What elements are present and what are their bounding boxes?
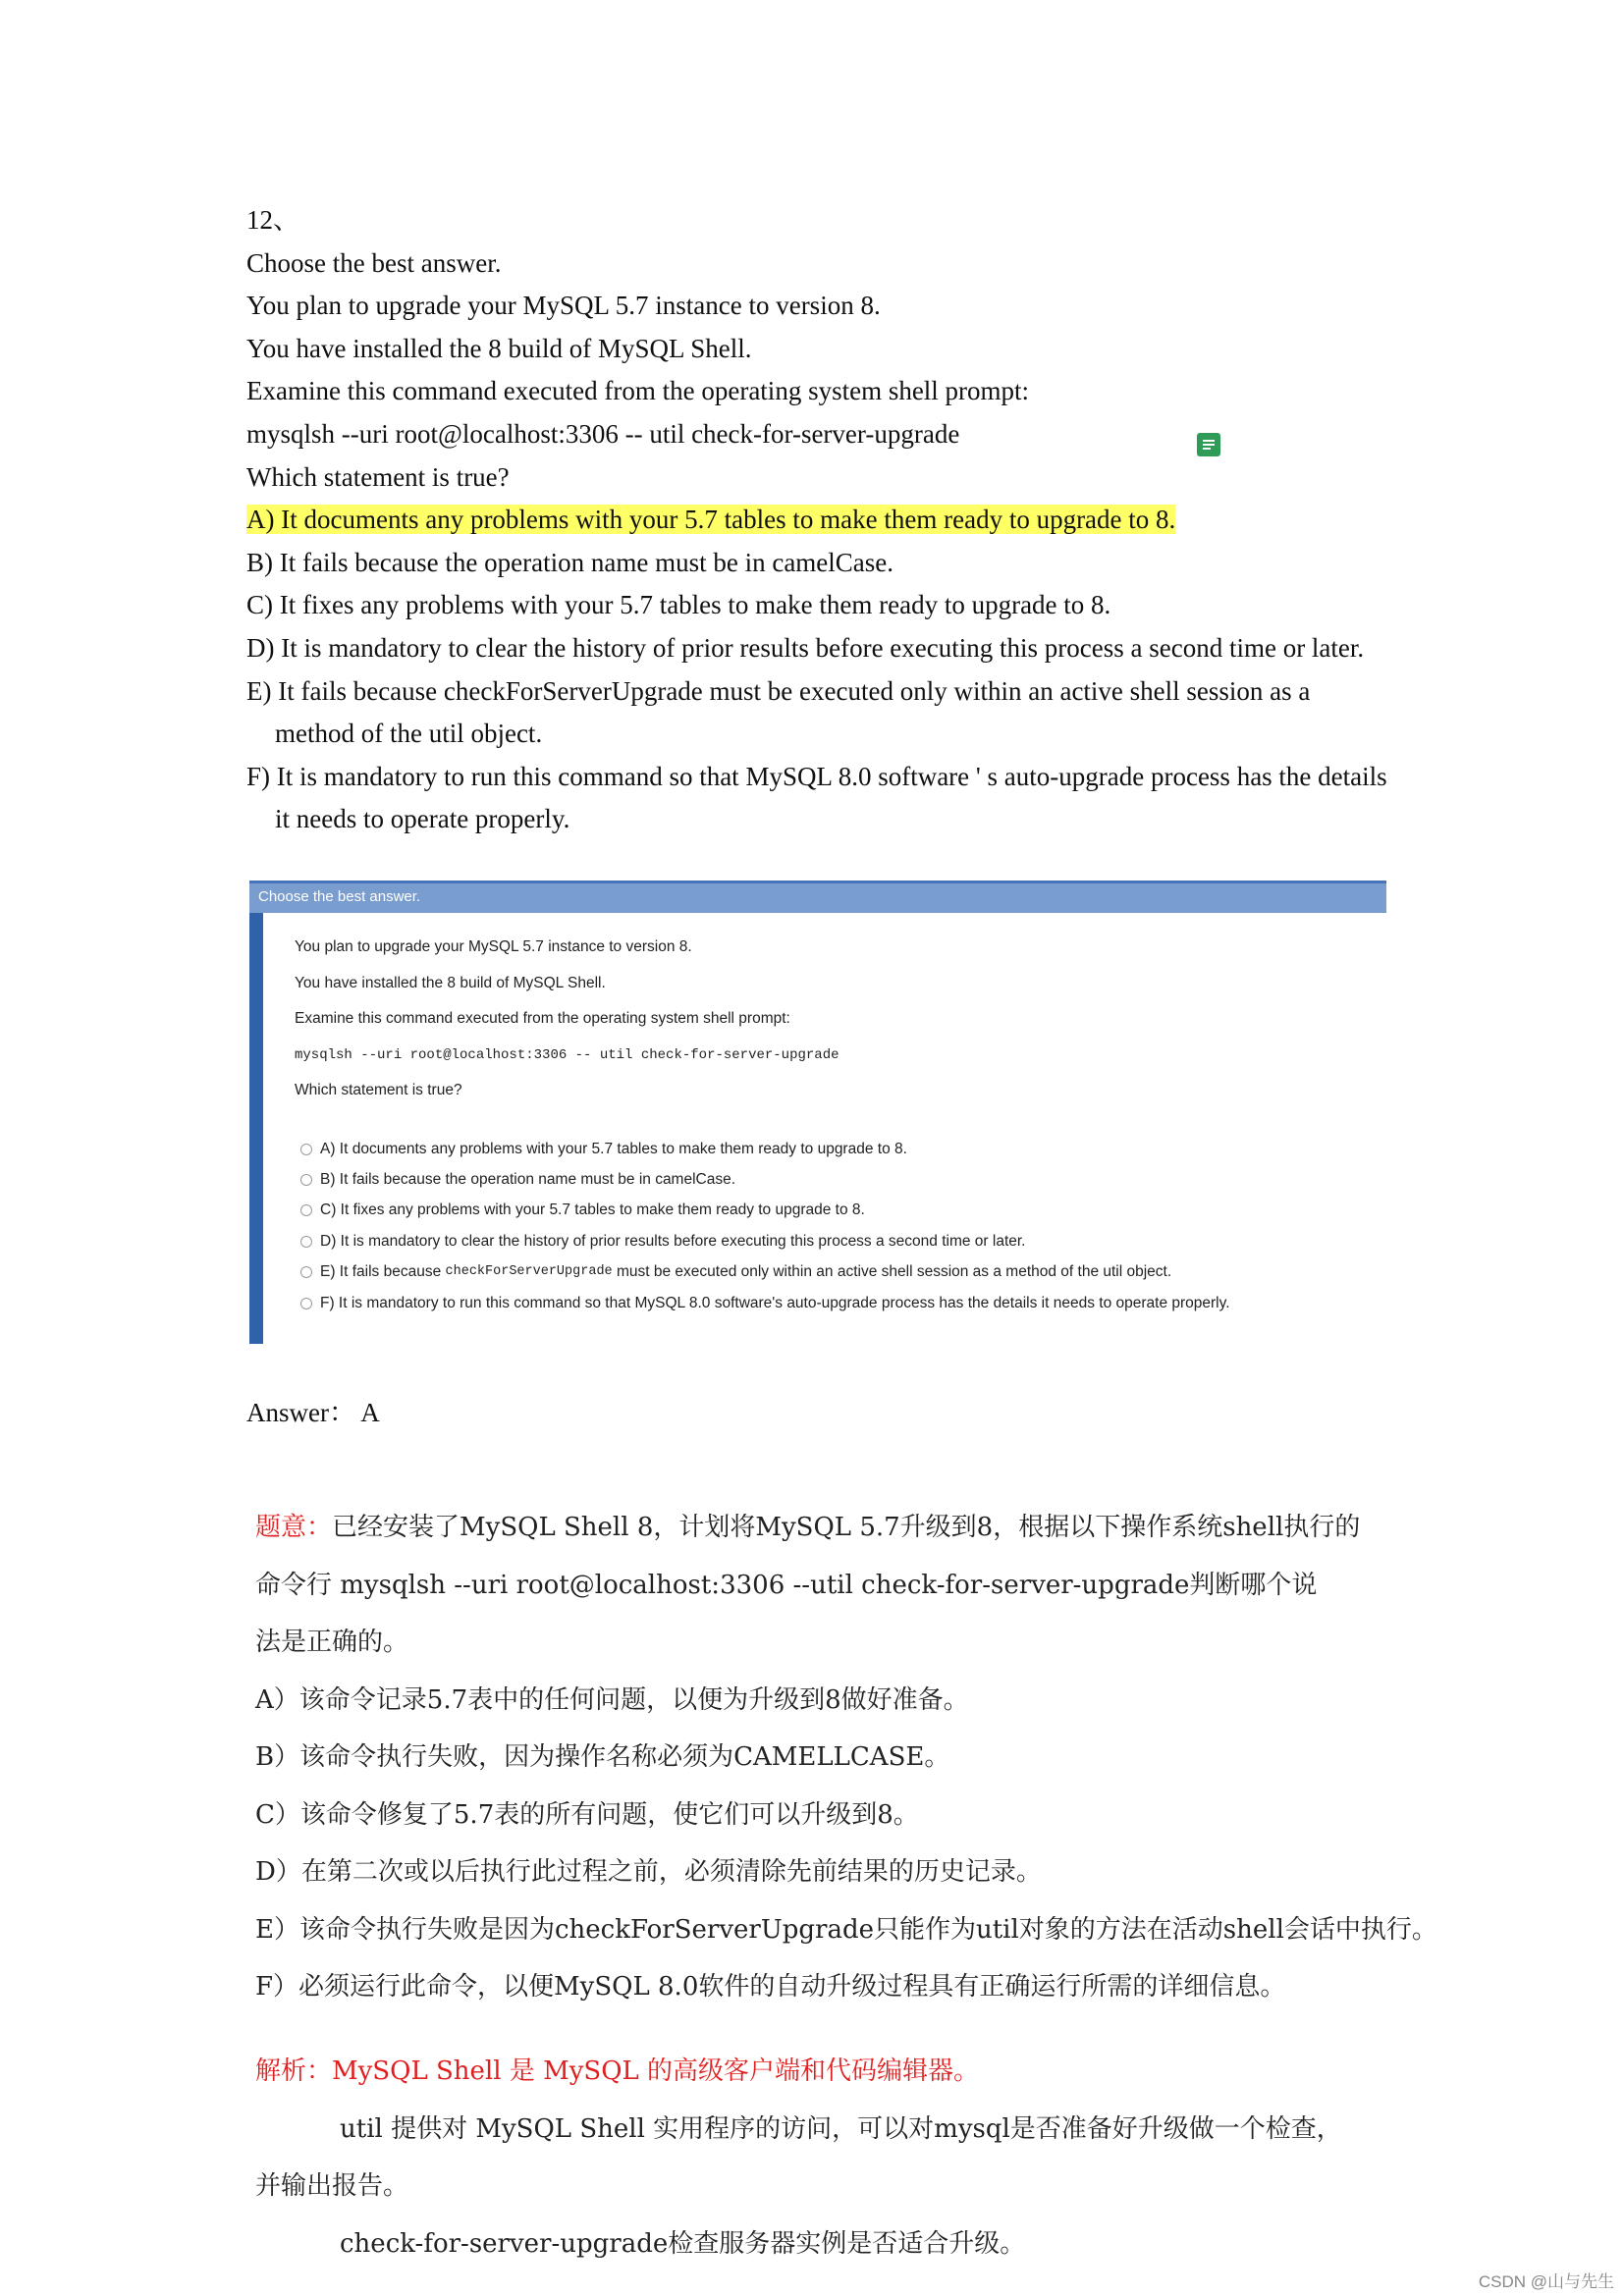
screenshot-options xyxy=(300,1134,1230,1318)
screenshot-question xyxy=(295,937,839,1117)
cn-option-b: B）该命令执行失败，因为操作名称必须为CAMELLCASE。 xyxy=(255,1742,950,1772)
analysis-paragraph: util 提供对 MySQL Shell 实用程序的访问，可以对mysql是否准备好升级做一个检查， xyxy=(340,2113,1342,2144)
question-instruction: Choose the best answer. xyxy=(246,247,502,278)
watermark: CSDN @山与先生 xyxy=(1478,2272,1614,2291)
question-line: Examine this command executed from the operating system shell prompt: xyxy=(246,376,1030,406)
radio-button[interactable] xyxy=(300,1174,312,1186)
option-a-highlighted: A) It documents any problems with your 5.7 tables to make them ready to upgrade to 8. xyxy=(246,505,1176,535)
meaning-line: 法是正确的。 xyxy=(255,1628,409,1657)
meaning-paragraph: 题意：已经安装了MySQL Shell 8，计划将MySQL 5.7升级到8，根据以下操作系统shell执行的 xyxy=(255,1513,1361,1542)
cn-option-c: C）该命令修复了5.7表的所有问题，使它们可以升级到8。 xyxy=(255,1799,919,1830)
screenshot-command: mysqlsh --uri root@localhost:3306 -- util check-for-server-upgrade xyxy=(295,1046,839,1063)
analysis-paragraph-2: check-for-server-upgrade检查服务器实例是否适合升级。 xyxy=(340,2228,1026,2259)
option-b: B) It fails because the operation name must be in camelCase. xyxy=(246,547,894,577)
comment-icon[interactable] xyxy=(1197,433,1220,456)
radio-button[interactable] xyxy=(300,1298,312,1309)
screenshot-header: Choose the best answer. xyxy=(249,881,1386,913)
option-e: E) It fails because checkForServerUpgrade must be executed only within an active shell session as a method of the util object. xyxy=(246,675,1311,749)
option-d: D) It is mandatory to clear the history of prior results before executing this process a second time or later. xyxy=(246,632,1365,663)
analysis-heading: 解析：MySQL Shell 是 MySQL 的高级客户端和代码编辑器。 xyxy=(255,2056,980,2086)
screenshot-line: Examine this command executed from the operating system shell prompt: xyxy=(295,1010,790,1027)
screenshot-option-f[interactable]: F) It is mandatory to run this command so that MySQL 8.0 software's auto-upgrade process has the details it needs to operate properly. xyxy=(300,1288,1230,1318)
question-block xyxy=(246,199,1395,841)
screenshot-option-b[interactable]: B) It fails because the operation name must be in camelCase. xyxy=(300,1164,1230,1195)
screenshot-left-bar xyxy=(249,913,263,1344)
command-line: mysqlsh --uri root@localhost:3306 -- util check-for-server-upgrade xyxy=(246,418,960,449)
analysis-paragraph-cont: 并输出报告。 xyxy=(255,2171,409,2201)
screenshot-line: You have installed the 8 build of MySQL Shell. xyxy=(295,974,606,991)
question-line: You plan to upgrade your MySQL 5.7 instance to version 8. xyxy=(246,291,881,321)
screenshot-prompt: Which statement is true? xyxy=(295,1082,462,1098)
radio-button[interactable] xyxy=(300,1266,312,1278)
cn-option-e: E）该命令执行失败是因为checkForServerUpgrade只能作为util对象的方法在活动shell会话中执行。 xyxy=(255,1914,1437,1945)
screenshot-option-e[interactable]: E) It fails because checkForServerUpgrade must be executed only within an active shell session as a method of the util object. xyxy=(300,1257,1230,1288)
meaning-label: 题意： xyxy=(255,1513,333,1542)
question-line: You have installed the 8 build of MySQL Shell. xyxy=(246,333,752,363)
question-prompt: Which statement is true? xyxy=(246,461,510,492)
screenshot-option-d[interactable]: D) It is mandatory to clear the history of prior results before executing this process a second time or later. xyxy=(300,1226,1230,1256)
question-number: 12、 xyxy=(246,205,299,235)
screenshot-option-a[interactable]: A) It documents any problems with your 5.7 tables to make them ready to upgrade to 8. xyxy=(300,1134,1230,1164)
exam-screenshot xyxy=(249,881,1386,1344)
cn-option-d: D）在第二次或以后执行此过程之前，必须清除先前结果的历史记录。 xyxy=(255,1857,1042,1887)
screenshot-line: You plan to upgrade your MySQL 5.7 instance to version 8. xyxy=(295,938,692,955)
radio-button[interactable] xyxy=(300,1204,312,1216)
radio-button[interactable] xyxy=(300,1236,312,1248)
meaning-line: 命令行 mysqlsh --uri root@localhost:3306 --util check-for-server-upgrade判断哪个说 xyxy=(255,1570,1318,1600)
cn-option-a: A）该命令记录5.7表中的任何问题，以便为升级到8做好准备。 xyxy=(255,1684,969,1715)
cn-option-f: F）必须运行此命令，以便MySQL 8.0软件的自动升级过程具有正确运行所需的详细信息。 xyxy=(255,1971,1286,2002)
answer-line: Answer： A xyxy=(246,1398,380,1427)
explanation-block xyxy=(255,1499,1453,2272)
screenshot-option-c[interactable]: C) It fixes any problems with your 5.7 tables to make them ready to upgrade to 8. xyxy=(300,1196,1230,1226)
radio-button[interactable] xyxy=(300,1144,312,1155)
option-f: F) It is mandatory to run this command so that MySQL 8.0 software ' s auto-upgrade process has the details it needs to operate properly. xyxy=(246,761,1387,834)
option-c: C) It fixes any problems with your 5.7 tables to make them ready to upgrade to 8. xyxy=(246,590,1111,620)
